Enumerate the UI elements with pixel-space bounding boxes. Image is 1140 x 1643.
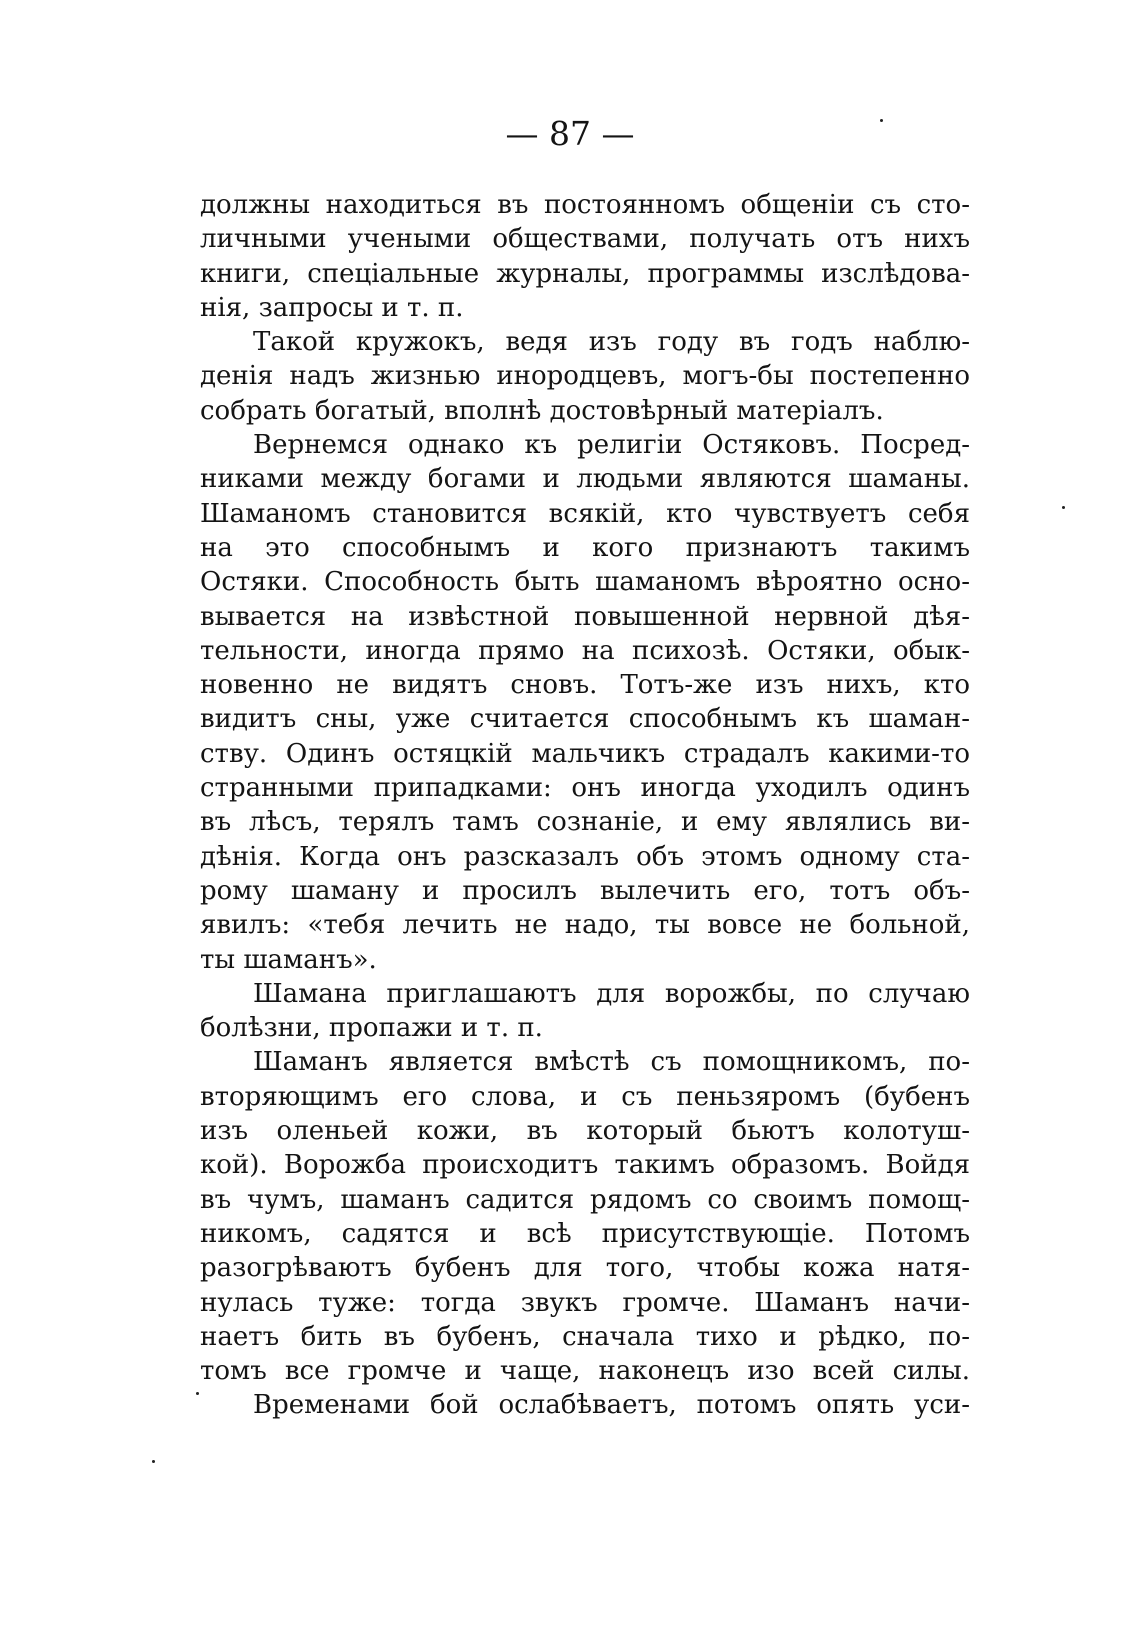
text-line: разогрѣваютъ бубенъ для того, чтобы кожа натя- bbox=[200, 1253, 970, 1284]
page-number: — 87 — bbox=[505, 114, 635, 153]
text-line: дѣнія. Когда онъ разсказалъ объ этомъ одному ста- bbox=[200, 841, 970, 872]
text-line: ству. Одинъ остяцкій мальчикъ страдалъ какими-то bbox=[200, 738, 970, 769]
text-line: книги, спеціальные журналы, программы изслѣдова- bbox=[200, 258, 970, 289]
print-speck bbox=[880, 119, 883, 122]
text-line: странными припадками: онъ иногда уходилъ одинъ bbox=[200, 773, 970, 804]
text-line: вторяющимъ его слова, и съ пеньзяромъ (бубенъ bbox=[200, 1081, 970, 1112]
text-line: въ чумъ, шаманъ садится рядомъ со своимъ помощ- bbox=[200, 1184, 970, 1215]
text-line: никами между богами и людьми являются шаманы. bbox=[200, 464, 970, 495]
text-line: Временами бой ослабѣваетъ, потомъ опять уси- bbox=[253, 1390, 970, 1421]
text-line: Остяки. Способность быть шаманомъ вѣроятно осно- bbox=[200, 567, 970, 598]
text-line: изъ оленьей кожи, въ который бьютъ колотуш- bbox=[200, 1116, 970, 1147]
text-line: личными учеными обществами, получать отъ нихъ bbox=[200, 224, 970, 255]
text-line: вывается на извѣстной повышенной нервной дѣя- bbox=[200, 601, 970, 632]
text-line: Шамана приглашаютъ для ворожбы, по случаю bbox=[253, 978, 970, 1009]
text-line: видитъ сны, уже считается способнымъ къ шаман- bbox=[200, 704, 970, 735]
print-speck bbox=[1062, 506, 1065, 509]
text-line: Такой кружокъ, ведя изъ году въ годъ наблю- bbox=[253, 327, 970, 358]
text-line: въ лѣсъ, терялъ тамъ сознаніе, и ему являлись ви- bbox=[200, 807, 970, 838]
text-line: Шаманъ является вмѣстѣ съ помощникомъ, по- bbox=[253, 1047, 970, 1078]
text-line: новенно не видятъ сновъ. Тотъ-же изъ нихъ, кто bbox=[200, 670, 970, 701]
text-line: денія надъ жизнью инородцевъ, могъ-бы постепенно bbox=[200, 361, 970, 392]
text-line: собрать богатый, вполнѣ достовѣрный матеріалъ. bbox=[200, 395, 884, 426]
print-speck bbox=[152, 1460, 155, 1463]
text-line: кой). Ворожба происходитъ такимъ образомъ. Войдя bbox=[200, 1150, 970, 1181]
text-line: никомъ, садятся и всѣ присутствующіе. Потомъ bbox=[200, 1218, 970, 1249]
text-line: томъ все громче и чаще, наконецъ изо всей силы. bbox=[200, 1356, 970, 1387]
text-line: на это способнымъ и кого признаютъ такимъ bbox=[200, 532, 970, 563]
body-text bbox=[200, 188, 970, 1423]
text-line: тельности, иногда прямо на психозѣ. Остяки, обык- bbox=[200, 635, 970, 666]
text-line: явилъ: «тебя лечить не надо, ты вовсе не больной, bbox=[200, 910, 970, 941]
text-line: Вернемся однако къ религіи Остяковъ. Посред- bbox=[253, 430, 970, 461]
text-line: Шаманомъ становится всякій, кто чувствуетъ себя bbox=[200, 498, 970, 529]
text-line: должны находиться въ постоянномъ общеніи съ сто- bbox=[200, 190, 970, 220]
text-line: наетъ бить въ бубенъ, сначала тихо и рѣдко, по- bbox=[200, 1321, 970, 1352]
text-line: нія, запросы и т. п. bbox=[200, 292, 464, 323]
text-line: нулась туже: тогда звукъ громче. Шаманъ начи- bbox=[200, 1287, 970, 1318]
text-line: ты шаманъ». bbox=[200, 944, 377, 975]
print-speck bbox=[196, 1392, 199, 1395]
text-line: болѣзни, пропажи и т. п. bbox=[200, 1013, 543, 1044]
text-line: рому шаману и просилъ вылечить его, тотъ объ- bbox=[200, 875, 970, 906]
